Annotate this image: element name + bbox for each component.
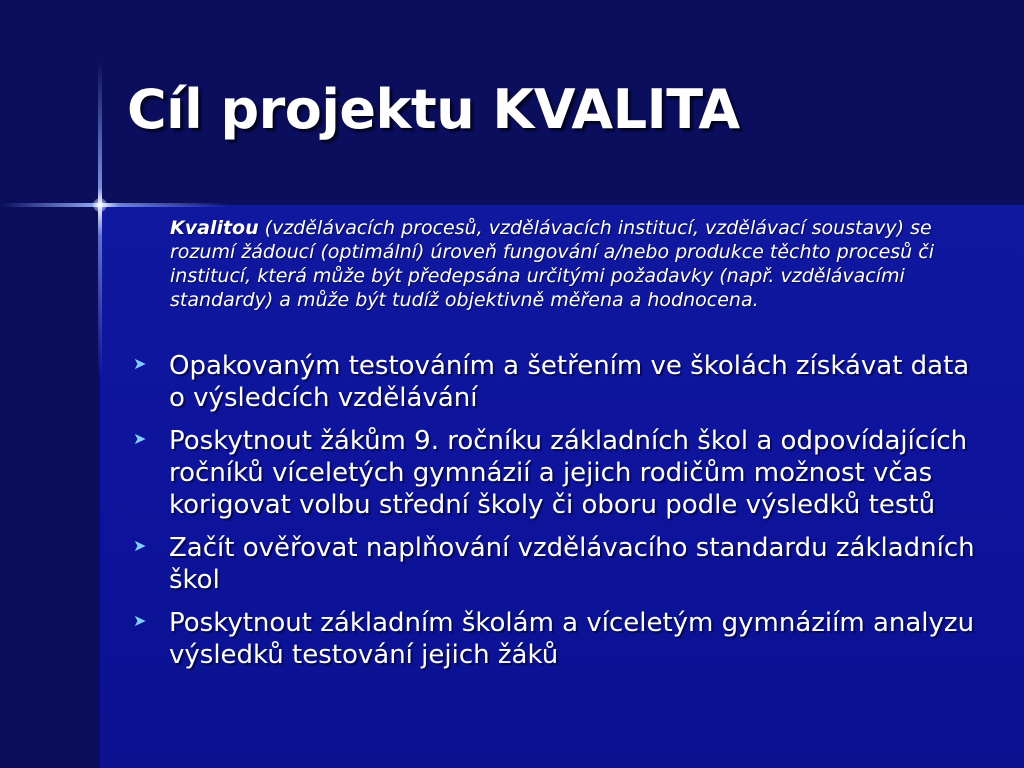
light-flare-vertical [98, 60, 102, 380]
list-item [130, 532, 990, 596]
list-item-text: Poskytnout žákům 9. ročníku základních škol a odpovídajících ročníků víceletých gymnázií a jejich rodičům možnost včas korigovat volbu střední školy či oboru podle výsledků testů [169, 426, 968, 520]
list-item [130, 607, 990, 671]
arrow-right-icon: ➤ [133, 429, 147, 448]
definition-term: Kvalitou [170, 217, 259, 239]
list-item-text: Opakovaným testováním a šetřením ve školách získávat data o výsledcích vzdělávání [169, 351, 970, 413]
arrow-right-icon: ➤ [133, 536, 147, 555]
light-flare-center [93, 198, 107, 212]
goal-list [130, 350, 990, 682]
definition-paragraph [170, 216, 970, 312]
slide-title: Cíl projektu KVALITA [127, 78, 740, 141]
arrow-right-icon: ➤ [133, 354, 147, 373]
definition-text: (vzdělávacích procesů, vzdělávacích institucí, vzdělávací soustavy) se rozumí žádoucí (optimální) úroveň fungování a/nebo produkce těchto procesů či institucí, která může být předepsána určitými požadavky (např. vzdělávacími standardy) a může být tudíž objektivně měřena a hodnocena. [170, 217, 934, 311]
list-item [130, 425, 990, 521]
arrow-right-icon: ➤ [133, 611, 147, 630]
light-flare-horizontal [0, 203, 230, 207]
list-item-text: Začít ověřovat naplňování vzdělávacího standardu základních škol [169, 533, 975, 595]
left-band [0, 205, 100, 768]
list-item-text: Poskytnout základním školám a víceletým gymnáziím analyzu výsledků testování jejich žáků [169, 608, 975, 670]
list-item [130, 350, 990, 414]
